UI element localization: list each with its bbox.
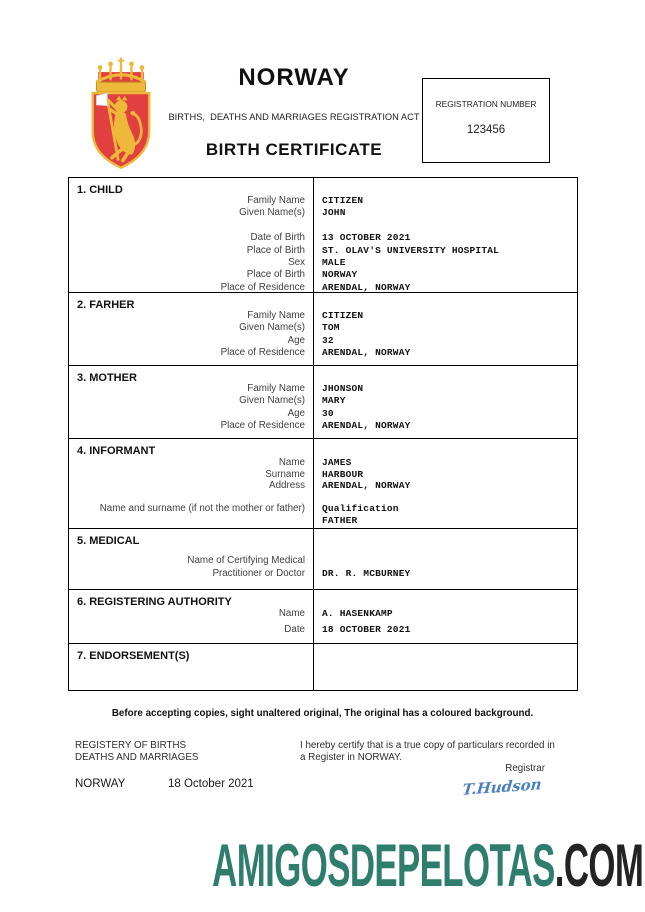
field-value: ARENDAL, NORWAY [322, 480, 411, 492]
section-child [69, 178, 577, 293]
field-value [322, 492, 577, 504]
field-label [69, 220, 305, 232]
field-value: JAMES [322, 457, 352, 468]
field-label: Family Name [247, 383, 305, 394]
section-title: 4. INFORMANT [77, 445, 156, 457]
footer-date: 18 October 2021 [168, 778, 254, 790]
field-value: ARENDAL, NORWAY [322, 419, 411, 431]
section-authority [69, 590, 577, 644]
field-label: Name of Certifying Medical [187, 555, 305, 566]
field-label: Age [287, 334, 305, 346]
field-value: CITIZEN [322, 195, 364, 206]
copy-notice: Before accepting copies, sight unaltered original, The original has a coloured background. [111, 708, 534, 719]
field-value: DR. R. MCBURNEY [322, 568, 411, 579]
field-label: Given Name(s) [239, 322, 305, 334]
field-value: NORWAY [322, 269, 358, 281]
field-value: JOHN [322, 207, 346, 219]
field-label: Given Name(s) [239, 395, 305, 407]
registry-line-2: DEATHS AND MARRIAGES [75, 752, 199, 763]
registration-number-label: REGISTRATION NUMBER [435, 99, 537, 109]
header [163, 64, 425, 160]
section-mother [69, 366, 577, 439]
watermark [0, 832, 643, 899]
watermark-tld: .COM [554, 832, 643, 899]
field-value: JHONSON [322, 383, 364, 394]
norway-coat-of-arms-icon [80, 56, 162, 172]
section-father [69, 293, 577, 366]
field-label: Place of Birth [246, 244, 305, 256]
field-value: CITIZEN [322, 310, 364, 321]
field-label: Place of Birth [246, 269, 305, 281]
field-label: Given Name(s) [239, 207, 305, 219]
section-medical [69, 529, 577, 590]
section-endorsements [69, 644, 577, 690]
section-title: 5. MEDICAL [77, 535, 140, 547]
registry-line-1: REGISTERY OF BIRTHS [75, 740, 187, 751]
registrar-signature: T.Hudson [461, 775, 543, 799]
field-value: 13 OCTOBER 2021 [322, 232, 411, 244]
field-value: MALE [322, 256, 346, 268]
field-value: MARY [322, 395, 346, 407]
watermark-brand: AMIGOSDEPELOTAS [211, 832, 555, 899]
field-value: 30 [322, 407, 334, 419]
field-label: Place of Residence [220, 281, 305, 293]
field-value: 32 [322, 334, 334, 346]
registration-number-value: 123456 [466, 124, 506, 136]
field-value: Qualification [322, 503, 399, 515]
field-label: Name [278, 457, 305, 468]
registry-block [75, 740, 198, 764]
field-value [322, 554, 577, 567]
field-label: Name and surname (if not the mother or father) [99, 503, 305, 515]
certify-statement: I hereby certify that is a true copy of particulars recorded in a Register in NORWAY. [300, 740, 555, 763]
country-title: NORWAY [238, 64, 350, 91]
field-value: TOM [322, 322, 340, 334]
field-label: Practitioner or Doctor [212, 568, 305, 579]
field-value: FATHER [322, 514, 358, 526]
field-label: Surname [265, 468, 305, 480]
section-title: 2. FARHER [77, 299, 135, 311]
field-value: 18 OCTOBER 2021 [322, 623, 411, 635]
field-label: Family Name [247, 310, 305, 321]
field-label: Family Name [247, 195, 305, 206]
field-label: Place of Residence [220, 419, 305, 431]
field-label [69, 492, 305, 504]
field-value [322, 220, 577, 232]
field-label: Age [287, 407, 305, 419]
field-label: Address [269, 480, 305, 492]
section-informant [69, 439, 577, 529]
field-label: Date of Birth [250, 232, 305, 244]
section-title: 7. ENDORSEMENT(S) [77, 650, 190, 662]
document-title: BIRTH CERTIFICATE [205, 140, 383, 159]
registrar-label: Registrar [505, 763, 545, 774]
field-label: Name [278, 608, 305, 619]
certificate-table [68, 177, 578, 691]
registration-number-box [422, 78, 550, 163]
field-label: Place of Residence [220, 346, 305, 358]
act-line: BIRTHS, DEATHS AND MARRIAGES REGISTRATION ACT [168, 112, 420, 122]
section-title: 3. MOTHER [77, 372, 137, 384]
field-value: ARENDAL, NORWAY [322, 281, 411, 293]
footer-country: NORWAY [75, 778, 126, 790]
field-value: ARENDAL, NORWAY [322, 346, 411, 358]
field-label [69, 515, 305, 527]
field-label: Sex [288, 256, 305, 268]
section-title: 1. CHILD [77, 184, 123, 196]
field-value: ST. OLAV'S UNIVERSITY HOSPITAL [322, 244, 500, 256]
field-label: Date [284, 623, 305, 635]
field-value: HARBOUR [322, 468, 364, 480]
section-title: 6. REGISTERING AUTHORITY [77, 596, 232, 608]
field-value: A. HASENKAMP [322, 608, 393, 619]
